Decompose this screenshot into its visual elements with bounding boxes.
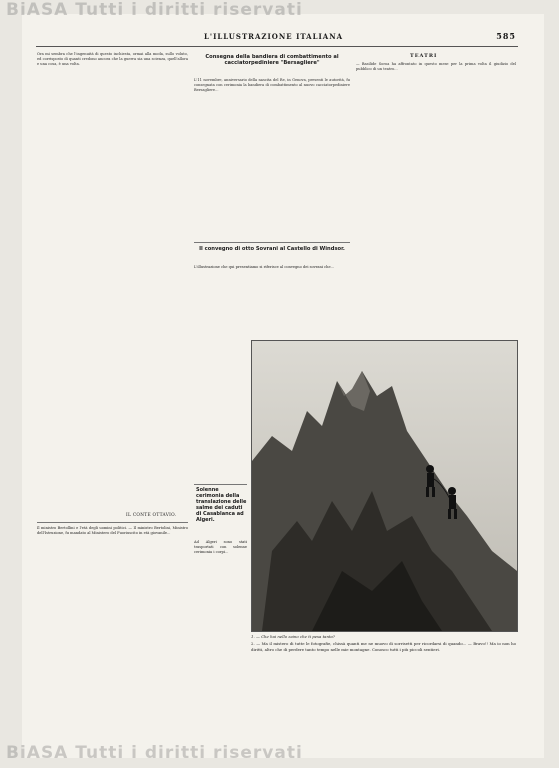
column-3-text — [356, 62, 516, 334]
column-1-bottom-opening: Il ministro Bertollini e l'età degli uomini politici. — Il ministro Bertolini, Ministro dell'Istruzione, fu mandato al Ministero del Fuoriuscito in età giovanile... — [37, 526, 188, 536]
column-2-windsor-text — [194, 265, 350, 298]
page-title: L'ILLUSTRAZIONE ITALIANA — [204, 32, 344, 41]
column-1-divider — [37, 522, 188, 523]
article-heading-windsor: Il convegno di otto Sovrani al Castello di Windsor. — [199, 246, 345, 252]
column-2-divider — [194, 242, 350, 243]
page-number: 585 — [496, 31, 516, 41]
page-header — [36, 30, 516, 44]
photo-caption — [251, 634, 516, 740]
caption-quote: 1. — Che hai nello zaino che ti pesa tanto? — [251, 634, 335, 639]
caption-closing: — Bravo!! Ma io non ho diritti, altro che di perdere tanto tempo nelle mie montagne. Conosco tutti i più piccoli sentieri. — [251, 641, 516, 652]
watermark-top: BiASA Tutti i diritti riservati — [6, 0, 303, 20]
caption-reply: 2. — Ma il mistero di tutte le fotografie, chissà quanti me ne muovo di sorrisetti per ricordarsi di quando... — [251, 641, 467, 647]
column-3-heading: TEATRI — [410, 53, 438, 59]
column-2-casablanca-opening: Ad Algeri sono stati trasportati con solenne cerimonia i corpi... — [194, 540, 247, 555]
column-2-opening: L'11 novembre, anniversario della nascita del Re, in Genova, presenti le autorità, fu consegnata con cerimonia la bandiera di combattimento al nuovo cacciatorpediniere Bersagliere... — [194, 78, 350, 93]
column-2-windsor-opening: L'illustrazione che qui presentiamo si riferisce al convegno dei sovrani che... — [194, 265, 335, 269]
column-1-signature: IL CONTE OTTAVIO. — [126, 513, 177, 518]
column-2-narrow-text — [194, 353, 247, 483]
column-2-casablanca-text — [194, 540, 247, 740]
article-heading-bersagliere: Consegna della bandiera di combattimento al cacciatorpediniere "Bersagliere" — [205, 54, 339, 67]
column-2-text — [194, 78, 350, 238]
mountain-photo — [251, 340, 518, 632]
column-2-narrow-divider — [194, 484, 247, 485]
column-1-bottom-text — [37, 526, 188, 740]
article-heading-casablanca: Solenne cerimonia della translazione delle salme dei caduti di Casablanca ad Algeri. — [196, 487, 247, 523]
mountain-climbers-photo-icon — [252, 341, 517, 631]
header-rule — [36, 46, 518, 47]
column-3-opening: — Basilide Soroa ha affrontato in questo mese per la prima volta il giudizio del pubblico di un teatro... — [356, 62, 516, 72]
watermark-bottom: BiASA Tutti i diritti riservati — [6, 743, 303, 763]
column-1-opening: Ora mi sembra che l'ingenuità di questo inchiesta, ormai alla moda, sullo voluto, ed corrisposto di quanti credono ancora che la guerra sia una scienza, quell'allora e una cosa, è una volta. — [37, 52, 188, 67]
